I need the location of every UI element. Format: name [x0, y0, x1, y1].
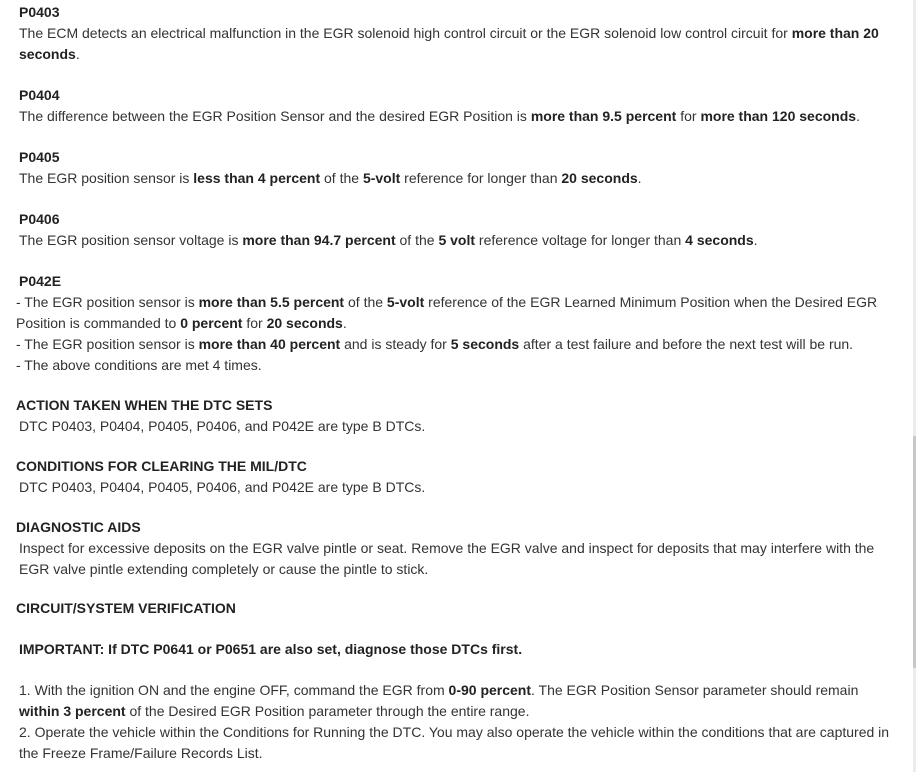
dtc-code: P0404: [19, 87, 60, 103]
dtc-description: The ECM detects an electrical malfunction in the EGR solenoid high control circuit or the EGR solenoid low control circuit for more than 20 seconds.: [19, 25, 879, 62]
verification-step-2: 2. Operate the vehicle within the Conditions for Running the DTC. You may also operate the vehicle within the conditions that are captured in the Freeze Frame/Failure Records List.: [19, 724, 890, 761]
dtc-code: P042E: [19, 273, 62, 289]
verification-steps: [16, 680, 896, 764]
dtc-p0406: [16, 209, 896, 251]
dtc-p042e: [16, 271, 896, 376]
dtc-description: The EGR position sensor voltage is more than 94.7 percent of the 5 volt reference voltage for longer than 4 seconds.: [19, 232, 758, 248]
section-text: DTC P0403, P0404, P0405, P0406, and P042E are type B DTCs.: [19, 418, 426, 434]
section-heading: CONDITIONS FOR CLEARING THE MIL/DTC: [16, 458, 307, 474]
condition-item: - The above conditions are met 4 times.: [16, 357, 262, 373]
dtc-code: P0403: [19, 4, 60, 20]
section-text: Inspect for excessive deposits on the EGR valve pintle or seat. Remove the EGR valve and inspect for deposits that may interfere with the EGR valve pintle extending completely or cause the pintle to stick.: [19, 540, 875, 577]
condition-item: - The EGR position sensor is more than 5.5 percent of the 5-volt reference of the EGR Learned Minimum Position when the Desired EGR Position is commanded to 0 percent for 20 seconds.: [16, 294, 878, 331]
dtc-description: The EGR position sensor is less than 4 percent of the 5-volt reference for longer than 20 seconds.: [19, 170, 642, 186]
section-text: DTC P0403, P0404, P0405, P0406, and P042E are type B DTCs.: [19, 479, 426, 495]
section-heading: CIRCUIT/SYSTEM VERIFICATION: [16, 600, 236, 616]
dtc-code: P0405: [19, 149, 60, 165]
condition-item: - The EGR position sensor is more than 40 percent and is steady for 5 seconds after a test failure and before the next test will be run.: [16, 336, 854, 352]
section-action-taken: [16, 395, 896, 437]
section-diagnostic-aids: [16, 517, 896, 580]
section-heading: DIAGNOSTIC AIDS: [16, 519, 141, 535]
important-text: IMPORTANT: If DTC P0641 or P0651 are also set, diagnose those DTCs first.: [19, 641, 523, 657]
section-heading: ACTION TAKEN WHEN THE DTC SETS: [16, 397, 273, 413]
dtc-code: P0406: [19, 211, 60, 227]
dtc-p0403: [16, 2, 896, 65]
dtc-p0404: [16, 85, 896, 127]
dtc-description: The difference between the EGR Position Sensor and the desired EGR Position is more than 9.5 percent for more than 120 seconds.: [19, 108, 860, 124]
verification-step-1: 1. With the ignition ON and the engine OFF, command the EGR from 0-90 percent. The EGR Position Sensor parameter should remain within 3 percent of the Desired EGR Position parameter through the entire range.: [19, 682, 859, 719]
section-clearing: [16, 456, 896, 498]
important-note: [16, 639, 896, 660]
dtc-p0405: [16, 147, 896, 189]
section-heading-verification: [16, 598, 896, 619]
